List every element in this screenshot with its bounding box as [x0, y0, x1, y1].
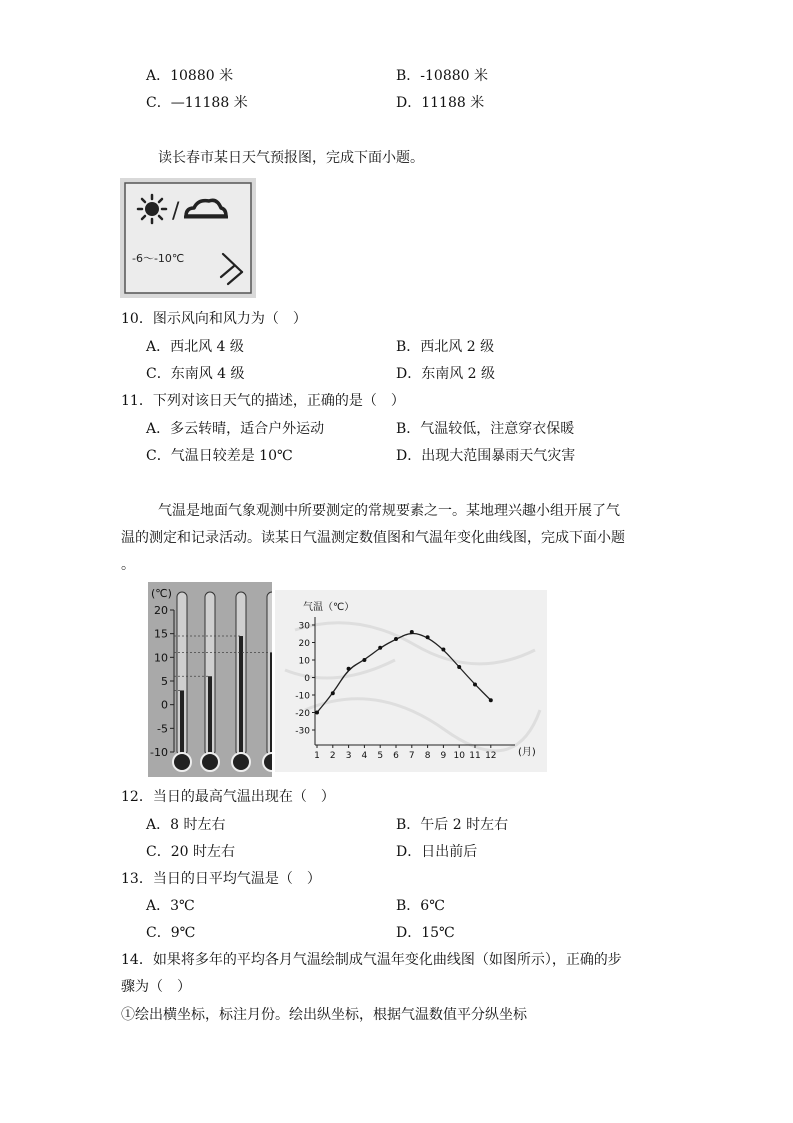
q12-option-b[interactable]: B．午后 2 时左右: [396, 817, 509, 833]
line-chart-xtick-label: 5: [377, 751, 384, 761]
line-chart-xtick-label: 1: [314, 751, 320, 761]
line-chart-ytick-label: -30: [295, 726, 310, 737]
thermometer-mercury: [208, 676, 212, 758]
slash-separator: /: [172, 199, 180, 224]
annual-temperature-figure: [275, 590, 547, 772]
thermometer-bulb: [232, 753, 250, 771]
thermometer-unit-label: (℃): [151, 587, 172, 600]
thermometer-tick-label: 20: [154, 604, 168, 617]
temperature-point: [457, 665, 461, 669]
temperature-point: [362, 658, 366, 662]
option-d[interactable]: D．11188 米: [396, 95, 485, 111]
q13-option-c[interactable]: C．9℃: [146, 925, 196, 941]
line-chart-ytick-label: -20: [295, 709, 310, 719]
passage-2-line-3: 。: [121, 557, 135, 573]
temperature-point: [473, 683, 477, 687]
thermometer-tick-label: 5: [161, 675, 168, 688]
temperature-point: [441, 648, 445, 652]
thermometer-tick-label: 0: [161, 698, 168, 712]
q10-option-b[interactable]: B．西北风 2 级: [396, 339, 495, 355]
passage-intro: 读长春市某日天气预报图，完成下面小题。: [158, 150, 424, 166]
line-chart-xtick-label: 10: [453, 751, 465, 761]
thermometer-figure: [148, 582, 272, 777]
question-14-stem-line-1: 14．如果将多年的平均各月气温绘制成气温年变化曲线图（如图所示），正确的步: [121, 952, 622, 968]
line-chart-xtick-label: 9: [440, 751, 447, 761]
thermometer-tick-label: -5: [157, 722, 168, 736]
temperature-point: [426, 635, 430, 639]
question-12-stem: 12．当日的最高气温出现在（ ）: [121, 789, 335, 805]
q12-option-a[interactable]: A．8 时左右: [146, 817, 226, 833]
line-chart-ytick-label: -10: [295, 691, 310, 702]
option-a[interactable]: A．10880 米: [146, 68, 234, 84]
line-chart-ytick-label: 30: [298, 621, 310, 632]
line-chart-xtick-label: 6: [393, 751, 399, 761]
line-chart-xtick-label: 7: [408, 751, 415, 761]
thermometer-bulb: [263, 753, 272, 771]
thermometer-tick-label: -10: [150, 746, 168, 759]
q10-option-a[interactable]: A．西北风 4 级: [146, 339, 244, 355]
line-chart-xtick-label: 2: [329, 751, 336, 761]
thermometer-tick-label: 10: [154, 651, 168, 665]
question-14-stem-line-2: 骤为（ ）: [121, 979, 191, 995]
q11-option-d[interactable]: D．出现大范围暴雨天气灾害: [396, 448, 576, 464]
passage-2-line-2: 温的测定和记录活动。读某日气温测定数值图和气温年变化曲线图，完成下面小题: [121, 530, 625, 546]
temperature-point: [489, 698, 493, 702]
question-11-stem: 11．下列对该日天气的描述，正确的是（ ）: [121, 393, 405, 409]
line-chart-xtick-label: 3: [345, 751, 352, 761]
line-chart-ytick-label: 20: [298, 639, 310, 649]
sun-icon: [138, 195, 166, 223]
temperature-point: [347, 667, 351, 671]
temperature-point: [394, 637, 398, 641]
q10-option-d[interactable]: D．东南风 2 级: [396, 366, 496, 382]
q13-option-a[interactable]: A．3℃: [146, 898, 195, 914]
option-b[interactable]: B．-10880 米: [396, 68, 489, 84]
thermometer-mercury: [180, 690, 184, 758]
option-c[interactable]: C．—11188 米: [146, 95, 248, 111]
line-chart-xtick-label: 11: [469, 751, 481, 761]
line-chart-ylabel: 气温（℃）: [303, 602, 355, 613]
question-13-stem: 13．当日的日平均气温是（ ）: [121, 871, 321, 887]
q12-option-d[interactable]: D．日出前后: [396, 844, 478, 860]
thermometer-bulb: [201, 753, 219, 771]
thermometer-mercury: [270, 653, 272, 758]
temperature-point: [315, 711, 319, 715]
temperature-point: [378, 646, 382, 650]
q13-option-b[interactable]: B．6℃: [396, 898, 445, 914]
q13-option-d[interactable]: D．15℃: [396, 925, 455, 941]
thermometer-mercury: [239, 636, 243, 758]
q11-option-a[interactable]: A．多云转晴，适合户外运动: [146, 421, 325, 437]
q10-option-c[interactable]: C．东南风 4 级: [146, 366, 245, 382]
thermometer-tick-label: 15: [154, 627, 168, 641]
line-chart-xlabel: (月): [518, 747, 536, 758]
question-10-stem: 10．图示风向和风力为（ ）: [121, 311, 307, 327]
weather-forecast-figure: [120, 178, 256, 298]
line-chart-xtick-label: 8: [424, 751, 431, 761]
q11-option-c[interactable]: C．气温日较差是 10℃: [146, 448, 293, 464]
line-chart-xtick-label: 4: [361, 751, 368, 761]
q12-option-c[interactable]: C．20 时左右: [146, 844, 235, 860]
temperature-point: [410, 630, 414, 634]
temperature-range: -6～-10℃: [132, 252, 185, 265]
line-chart-ytick-label: 10: [298, 656, 310, 667]
question-14-step-1: ①绘出横坐标，标注月份。绘出纵坐标，根据气温数值平分纵坐标: [121, 1007, 527, 1023]
q11-option-b[interactable]: B．气温较低，注意穿衣保暖: [396, 421, 575, 437]
line-chart-xtick-label: 12: [485, 751, 497, 761]
thermometer-bulb: [173, 753, 191, 771]
passage-2-line-1: 气温是地面气象观测中所要测定的常规要素之一。某地理兴趣小组开展了气: [158, 503, 620, 519]
temperature-point: [331, 691, 335, 695]
line-chart-ytick-label: 0: [304, 674, 310, 684]
